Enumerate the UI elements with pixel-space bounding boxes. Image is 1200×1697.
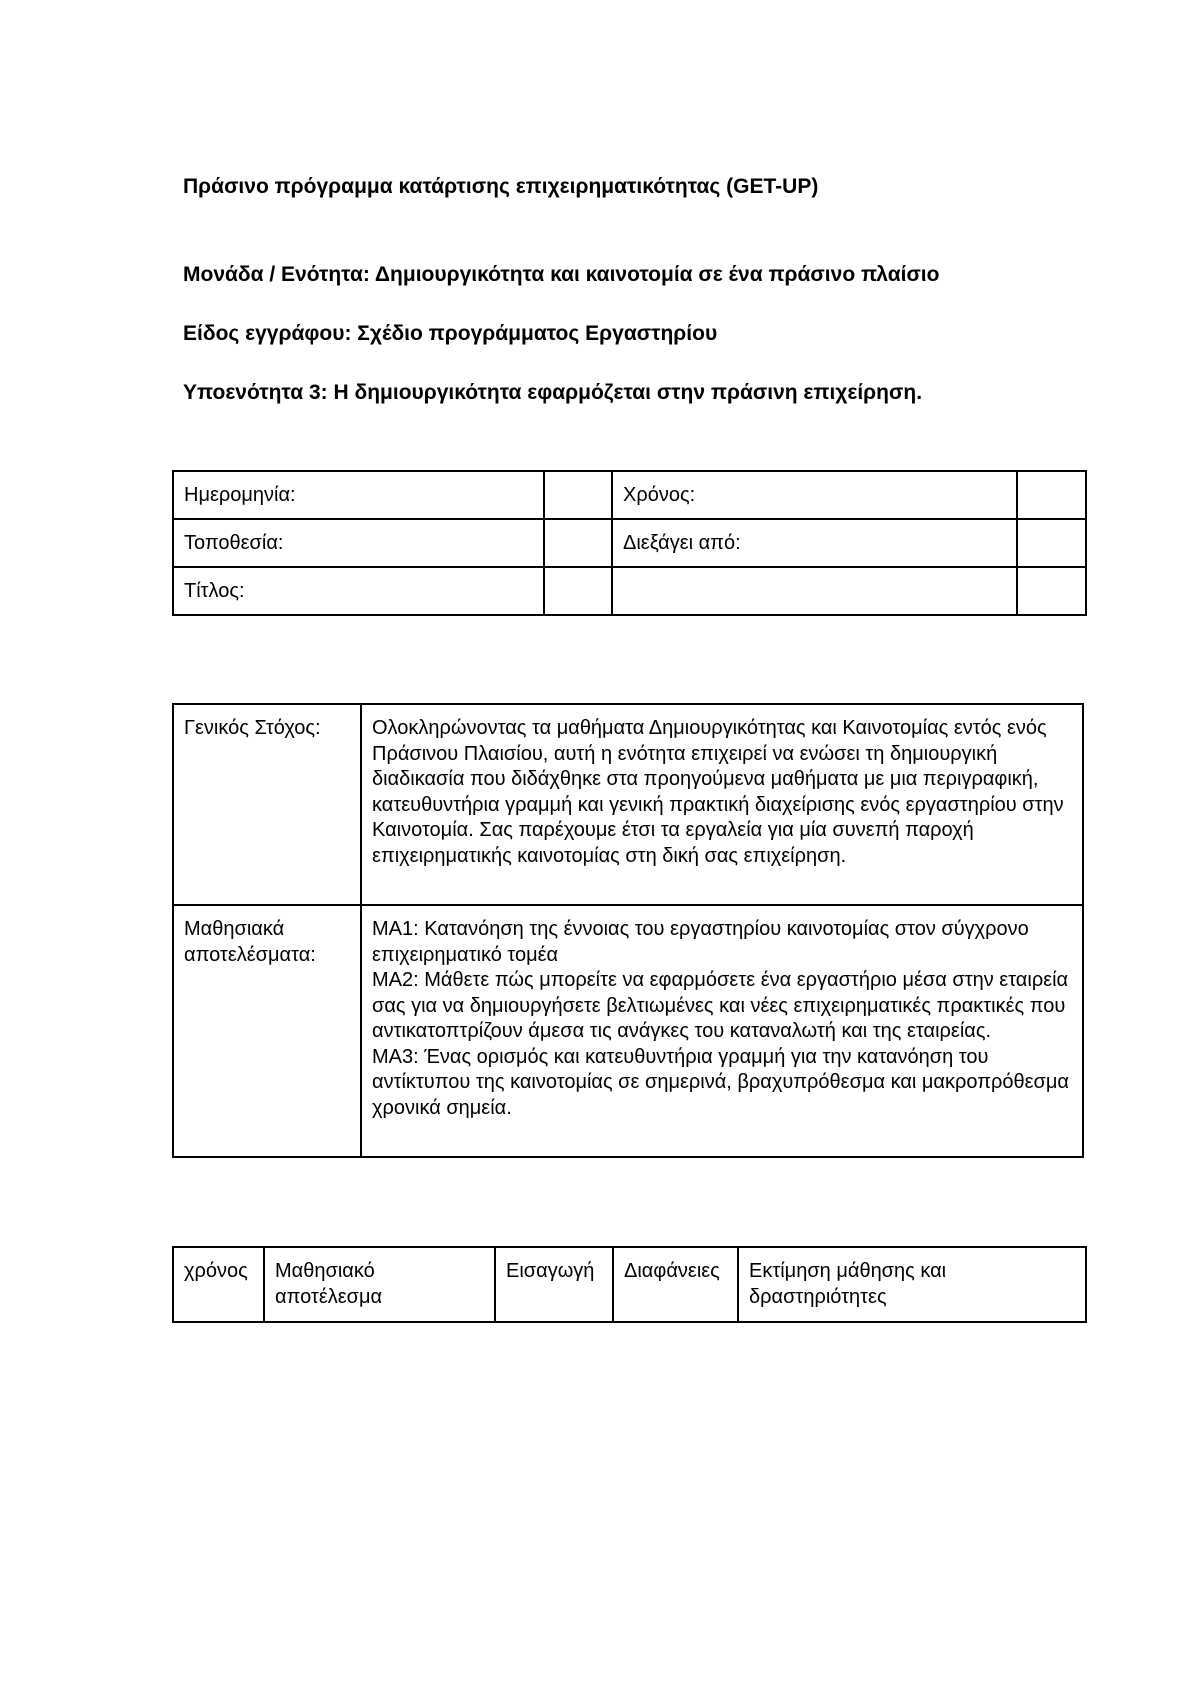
info-table [172,470,1087,616]
learning-outcomes-text [361,905,1083,1157]
subunit-heading: Υποενότητα 3: Η δημιουργικότητα εφαρμόζεται στην πράσινη επιχείρηση. [183,381,923,404]
outcome-3: ΜΑ3: Ένας ορισμός και κατευθυντήρια γραμμή για την κατανόηση του αντίκτυπου της καινοτομίας σε σημερινά, βραχυπρόθεσμα και μακροπρόθεσμα χρονικά σημεία. [372,1045,1069,1119]
title-value-cell[interactable] [544,567,612,615]
title-extra-cell[interactable] [612,567,1017,615]
outcome-2: ΜΑ2: Μάθετε πώς μπορείτε να εφαρμόσετε ένα εργαστήριο μέσα στην εταιρεία σας για να δημιουργήσετε βελτιωμένες και νέες επιχειρηματικές πρακτικές που αντικατοπτρίζουν άμεσα τις ανάγκες του καταναλωτή και της εταιρείας. [372,969,1069,1042]
title-label: Τίτλος: [173,567,544,615]
header-assessment: Εκτίμηση μάθησης και δραστηριότητες [738,1247,1086,1322]
doc-type-heading: Είδος εγγράφου: Σχέδιο προγράμματος Εργαστηρίου [183,322,718,345]
learning-outcomes-label: Μαθησιακά αποτελέσματα: [173,905,361,1157]
date-value-cell[interactable] [544,471,612,519]
location-label: Τοποθεσία: [173,519,544,567]
time-value-cell[interactable] [1017,471,1086,519]
goals-table [172,703,1084,1158]
conducted-by-value-cell[interactable] [1017,519,1086,567]
header-introduction: Εισαγωγή [495,1247,613,1322]
outcome-1: ΜΑ1: Κατανόηση της έννοιας του εργαστηρίου καινοτομίας στον σύγχρονο επιχειρηματικό τομέα [372,918,1029,966]
document-title: Πράσινο πρόγραμμα κατάρτισης επιχειρηματικότητας (GET-UP) [183,175,819,198]
general-goal-text: Ολοκληρώνοντας τα μαθήματα Δημιουργικότητας και Καινοτομίας εντός ενός Πράσινου Πλαισίου, αυτή η ενότητα επιχειρεί να ενώσει τη δημιουργική διαδικασία που διδάχθηκε στα προηγούμενα μαθήματα με μια περιγραφική, κατευθυντήρια γραμμή και γενική πρακτική διαχείρισης ενός εργαστηρίου στην Καινοτομία. Σας παρέχουμε έτσι τα εργαλεία για μία συνεπή παροχή επιχειρηματικής καινοτομίας στη δική σας επιχείρηση. [361,704,1083,905]
time-label: Χρόνος: [612,471,1017,519]
header-learning-outcome: Μαθησιακό αποτέλεσμα [264,1247,495,1322]
conducted-by-label: Διεξάγει από: [612,519,1017,567]
date-label: Ημερομηνία: [173,471,544,519]
header-slides: Διαφάνειες [613,1247,738,1322]
header-time: χρόνος [173,1247,264,1322]
title-extra-cell-2[interactable] [1017,567,1086,615]
session-table [172,1246,1087,1323]
general-goal-label: Γενικός Στόχος: [173,704,361,905]
location-value-cell[interactable] [544,519,612,567]
unit-heading: Μονάδα / Ενότητα: Δημιουργικότητα και καινοτομία σε ένα πράσινο πλαίσιο [183,263,940,286]
